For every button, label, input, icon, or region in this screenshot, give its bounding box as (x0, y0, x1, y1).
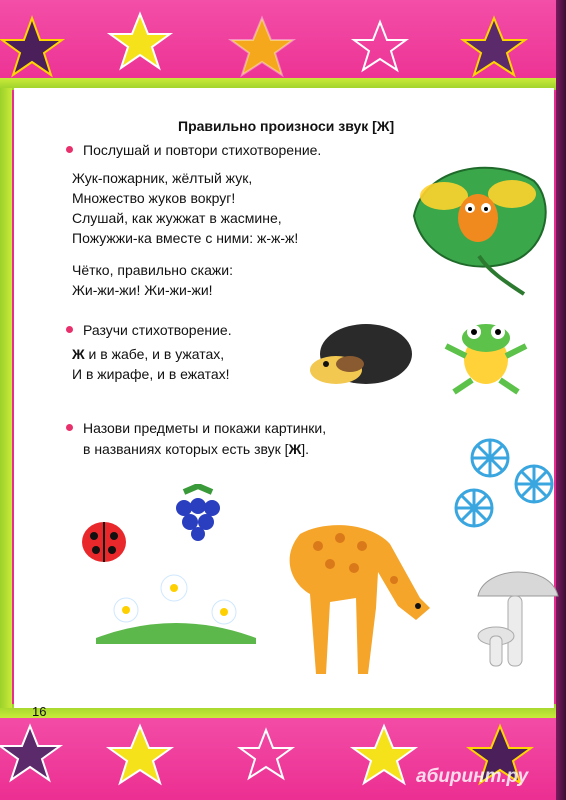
blackberry-icon (164, 484, 234, 544)
line2-prefix: в названиях которых есть звук [ (83, 441, 289, 457)
frog-icon (438, 316, 534, 396)
bold-letter: Ж (72, 346, 85, 362)
poem-line: Пожужжи-ка вместе с ними: ж-ж-ж! (72, 230, 299, 246)
say-label: Чётко, правильно скажи: (72, 262, 233, 278)
poem-line: И в жирафе, и в ежатах! (72, 366, 230, 382)
ladybug-icon (74, 512, 134, 568)
hedgehog-icon (306, 318, 416, 393)
instruction-listen (66, 142, 321, 158)
instruction-learn (66, 322, 232, 338)
mushroom-icon (474, 556, 560, 672)
instruction-learn-text: Разучи стихотворение. (83, 322, 232, 338)
poem-line (72, 346, 224, 362)
poem-line: Жук-пожарник, жёлтый жук, (72, 170, 253, 186)
page-edge (556, 0, 566, 800)
instruction-name-text: Назови предметы и покажи картинки, (83, 420, 327, 436)
beetle-on-leaf-icon (404, 156, 554, 296)
bullet-icon (66, 146, 73, 153)
say-text: Жи-жи-жи! Жи-жи-жи! (72, 282, 213, 298)
bold-letter: Ж (288, 441, 302, 457)
giraffe-icon (270, 498, 450, 680)
watermark: абиринт.ру (416, 766, 529, 787)
instruction-name (66, 420, 326, 436)
left-green-strip (0, 88, 12, 708)
line2-suffix: ]. (301, 441, 310, 457)
snowflakes-icon (452, 432, 556, 532)
poem-line: Слушай, как жужжат в жасмине, (72, 210, 282, 226)
poem-line-rest: и в жабе, и в ужатах, (84, 346, 225, 362)
chamomile-flowers-icon (96, 568, 256, 644)
bullet-icon (66, 326, 73, 333)
top-stars-icon (0, 0, 566, 92)
page-number: 16 (32, 704, 47, 719)
page-title: Правильно произноси звук [Ж] (178, 118, 395, 134)
instruction-name-line2 (83, 441, 309, 457)
instruction-listen-text: Послушай и повтори стихотворение. (83, 142, 322, 158)
poem-line: Множество жуков вокруг! (72, 190, 236, 206)
bullet-icon (66, 424, 73, 431)
